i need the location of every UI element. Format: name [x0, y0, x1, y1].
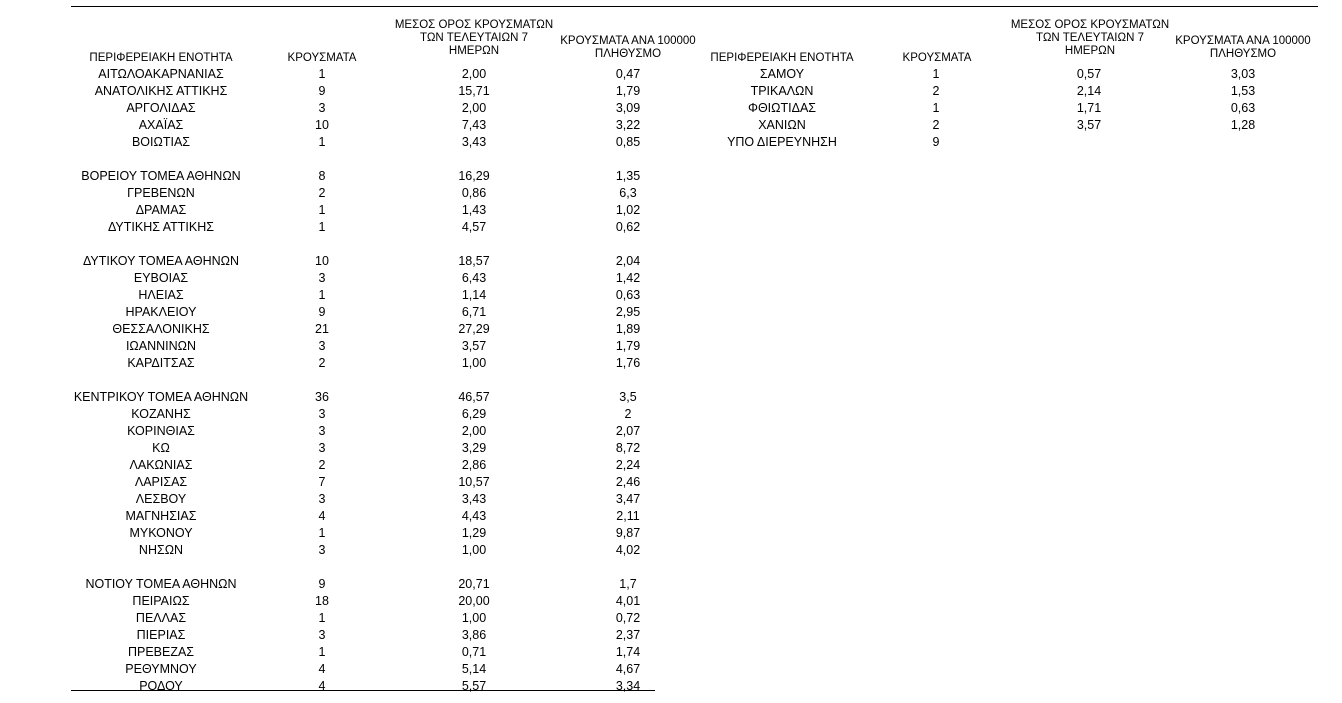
- region-name: ΣΑΜΟΥ: [759, 67, 805, 81]
- cases-value: 1: [318, 67, 326, 81]
- avg7-value: 1,00: [461, 611, 487, 625]
- avg7-value: 27,29: [458, 322, 490, 336]
- header-per100k: ΚΡΟΥΣΜΑΤΑ ΑΝΑ 100000 ΠΛΗΘΥΣΜΟ: [560, 35, 696, 60]
- region-name: ΓΡΕΒΕΝΩΝ: [127, 186, 195, 200]
- cases-value: 1: [932, 67, 940, 81]
- avg7-value: 2,00: [461, 424, 487, 438]
- cases-value: 3: [318, 271, 326, 285]
- cases-value: 1: [932, 101, 940, 115]
- per100k-value: 1,79: [615, 84, 641, 98]
- avg7-value: 2,86: [461, 458, 487, 472]
- avg7-value: 20,00: [458, 594, 490, 608]
- region-name: ΜΥΚΟΝΟΥ: [129, 526, 193, 540]
- per100k-value: 3,47: [615, 492, 641, 506]
- avg7-value: 4,43: [461, 509, 487, 523]
- per100k-value: 0,85: [615, 135, 641, 149]
- per100k-value: 1,53: [1230, 84, 1256, 98]
- region-name: ΔΡΑΜΑΣ: [135, 203, 187, 217]
- per100k-value: 4,01: [615, 594, 641, 608]
- cases-value: 7: [318, 475, 326, 489]
- avg7-value: 1,71: [1076, 101, 1102, 115]
- region-name: ΝΗΣΩΝ: [138, 543, 184, 557]
- header-cases: ΚΡΟΥΣΜΑΤΑ: [287, 52, 357, 64]
- region-name: ΛΑΚΩΝΙΑΣ: [129, 458, 193, 472]
- cases-value: 36: [315, 390, 329, 404]
- avg7-value: 1,00: [461, 543, 487, 557]
- per100k-value: 0,72: [615, 611, 641, 625]
- cases-value: 3: [318, 101, 326, 115]
- avg7-value: 3,57: [461, 339, 487, 353]
- per100k-value: 3,22: [615, 118, 641, 132]
- region-name: ΠΕΙΡΑΙΩΣ: [132, 594, 190, 608]
- avg7-value: 2,00: [461, 101, 487, 115]
- region-name: ΘΕΣΣΑΛΟΝΙΚΗΣ: [112, 322, 210, 336]
- cases-value: 21: [315, 322, 329, 336]
- per100k-value: 2,07: [615, 424, 641, 438]
- avg7-value: 2,00: [461, 67, 487, 81]
- cases-value: 9: [318, 305, 326, 319]
- avg7-value: 7,43: [461, 118, 487, 132]
- region-name: ΠΙΕΡΙΑΣ: [136, 628, 186, 642]
- region-name: ΚΟΡΙΝΘΙΑΣ: [127, 424, 195, 438]
- avg7-value: 6,29: [461, 407, 487, 421]
- cases-value: 3: [318, 492, 326, 506]
- cases-value: 3: [318, 543, 326, 557]
- per100k-value: 1,79: [615, 339, 641, 353]
- per100k-value: 0,47: [615, 67, 641, 81]
- region-name: ΒΟΡΕΙΟΥ ΤΟΜΕΑ ΑΘΗΝΩΝ: [81, 169, 241, 183]
- cases-value: 2: [318, 356, 326, 370]
- header-region-right: ΠΕΡΙΦΕΡΕΙΑΚΗ ΕΝΟΤΗΤΑ: [710, 52, 854, 64]
- cases-value: 3: [318, 441, 326, 455]
- region-name: ΚΩ: [152, 441, 170, 455]
- region-name: ΙΩΑΝΝΙΝΩΝ: [125, 339, 197, 353]
- per100k-value: 1,89: [615, 322, 641, 336]
- cases-value: 1: [318, 203, 326, 217]
- avg7-value: 0,71: [461, 645, 487, 659]
- avg7-value: 0,86: [461, 186, 487, 200]
- avg7-value: 15,71: [458, 84, 490, 98]
- top-rule: [71, 6, 1318, 7]
- avg7-value: 1,43: [461, 203, 487, 217]
- avg7-value: 20,71: [458, 577, 490, 591]
- per100k-value: 6,3: [619, 186, 637, 200]
- avg7-value: 1,14: [461, 288, 487, 302]
- region-name: ΗΡΑΚΛΕΙΟΥ: [125, 305, 197, 319]
- per100k-value: 0,62: [615, 220, 641, 234]
- region-name: ΑΧΑΪΑΣ: [138, 118, 184, 132]
- per100k-value: 2,11: [616, 509, 640, 523]
- per100k-value: 0,63: [1230, 101, 1256, 115]
- cases-value: 1: [318, 645, 326, 659]
- cases-value: 10: [315, 254, 329, 268]
- cases-value: 1: [318, 611, 326, 625]
- per100k-value: 1,7: [619, 577, 637, 591]
- per100k-value: 4,02: [615, 543, 641, 557]
- region-name: ΧΑΝΙΩΝ: [758, 118, 806, 132]
- per100k-value: 1,74: [615, 645, 641, 659]
- cases-value: 1: [318, 220, 326, 234]
- per100k-value: 3,34: [615, 679, 641, 693]
- avg7-value: 1,29: [461, 526, 487, 540]
- per100k-value: 4,67: [615, 662, 641, 676]
- per100k-value: 1,35: [615, 169, 641, 183]
- cases-value: 1: [318, 288, 326, 302]
- avg7-value: 3,43: [461, 492, 487, 506]
- avg7-value: 18,57: [458, 254, 490, 268]
- avg7-value: 46,57: [458, 390, 490, 404]
- header-region: ΠΕΡΙΦΕΡΕΙΑΚΗ ΕΝΟΤΗΤΑ: [89, 52, 233, 64]
- cases-value: 4: [318, 662, 326, 676]
- avg7-value: 16,29: [458, 169, 490, 183]
- region-name: ΒΟΙΩΤΙΑΣ: [131, 135, 191, 149]
- region-name: ΜΑΓΝΗΣΙΑΣ: [125, 509, 197, 523]
- avg7-value: 5,14: [461, 662, 487, 676]
- region-name: ΔΥΤΙΚΟΥ ΤΟΜΕΑ ΑΘΗΝΩΝ: [82, 254, 240, 268]
- region-name: ΤΡΙΚΑΛΩΝ: [750, 84, 814, 98]
- cases-value: 18: [315, 594, 329, 608]
- cases-value: 10: [315, 118, 329, 132]
- region-name: ΛΕΣΒΟΥ: [135, 492, 187, 506]
- avg7-value: 10,57: [458, 475, 490, 489]
- avg7-value: 3,43: [461, 135, 487, 149]
- cases-value: 3: [318, 628, 326, 642]
- cases-value: 9: [318, 84, 326, 98]
- per100k-value: 1,76: [615, 356, 641, 370]
- cases-value: 2: [932, 118, 940, 132]
- per100k-value: 1,02: [615, 203, 641, 217]
- region-name: ΥΠΟ ΔΙΕΡΕΥΝΗΣΗ: [727, 135, 837, 149]
- region-name: ΚΟΖΑΝΗΣ: [131, 407, 191, 421]
- header-cases-right: ΚΡΟΥΣΜΑΤΑ: [902, 52, 972, 64]
- region-name: ΡΕΘΥΜΝΟΥ: [125, 662, 197, 676]
- per100k-value: 3,5: [619, 390, 637, 404]
- cases-value: 8: [318, 169, 326, 183]
- cases-value: 4: [318, 679, 326, 693]
- per100k-value: 3,09: [615, 101, 641, 115]
- cases-value: 2: [318, 186, 326, 200]
- cases-value: 4: [318, 509, 326, 523]
- region-name: ΛΑΡΙΣΑΣ: [134, 475, 188, 489]
- cases-value: 3: [318, 424, 326, 438]
- cases-value: 3: [318, 339, 326, 353]
- header-per100k-right: ΚΡΟΥΣΜΑΤΑ ΑΝΑ 100000 ΠΛΗΘΥΣΜΟ: [1175, 35, 1311, 60]
- per100k-value: 8,72: [615, 441, 641, 455]
- avg7-value: 0,57: [1076, 67, 1102, 81]
- avg7-value: 3,29: [461, 441, 487, 455]
- per100k-value: 9,87: [615, 526, 641, 540]
- avg7-value: 1,00: [461, 356, 487, 370]
- region-name: ΠΡΕΒΕΖΑΣ: [127, 645, 195, 659]
- region-name: ΗΛΕΙΑΣ: [138, 288, 184, 302]
- per100k-value: 2,04: [615, 254, 641, 268]
- cases-value: 9: [318, 577, 326, 591]
- per100k-value: 3,03: [1230, 67, 1256, 81]
- cases-value: 9: [932, 135, 940, 149]
- avg7-value: 2,14: [1076, 84, 1102, 98]
- region-name: ΠΕΛΛΑΣ: [135, 611, 187, 625]
- per100k-value: 2: [624, 407, 632, 421]
- per100k-value: 2,24: [615, 458, 641, 472]
- avg7-value: 6,43: [461, 271, 487, 285]
- region-name: ΑΝΑΤΟΛΙΚΗΣ ΑΤΤΙΚΗΣ: [94, 84, 228, 98]
- avg7-value: 6,71: [461, 305, 487, 319]
- per100k-value: 2,37: [615, 628, 641, 642]
- avg7-value: 5,57: [461, 679, 487, 693]
- cases-value: 2: [932, 84, 940, 98]
- per100k-value: 2,46: [615, 475, 641, 489]
- cases-value: 3: [318, 407, 326, 421]
- region-name: ΕΥΒΟΙΑΣ: [133, 271, 189, 285]
- region-name: ΚΕΝΤΡΙΚΟΥ ΤΟΜΕΑ ΑΘΗΝΩΝ: [73, 390, 249, 404]
- region-name: ΚΑΡΔΙΤΣΑΣ: [127, 356, 195, 370]
- cases-value: 1: [318, 526, 326, 540]
- cases-value: 2: [318, 458, 326, 472]
- cases-value: 1: [318, 135, 326, 149]
- region-name: ΦΘΙΩΤΙΔΑΣ: [747, 101, 817, 115]
- per100k-value: 1,28: [1230, 118, 1256, 132]
- avg7-value: 4,57: [461, 220, 487, 234]
- per100k-value: 1,42: [615, 271, 641, 285]
- region-name: ΡΟΔΟΥ: [139, 679, 183, 693]
- avg7-value: 3,57: [1076, 118, 1102, 132]
- avg7-value: 3,86: [461, 628, 487, 642]
- region-name: ΔΥΤΙΚΗΣ ΑΤΤΙΚΗΣ: [108, 220, 214, 234]
- per100k-value: 0,63: [615, 288, 641, 302]
- region-name: ΝΟΤΙΟΥ ΤΟΜΕΑ ΑΘΗΝΩΝ: [85, 577, 237, 591]
- per100k-value: 2,95: [615, 305, 641, 319]
- header-avg7-right: ΜΕΣΟΣ ΟΡΟΣ ΚΡΟΥΣΜΑΤΩΝ ΤΩΝ ΤΕΛΕΥΤΑΙΩΝ 7 ΗΜΕΡΩΝ: [1010, 19, 1170, 57]
- header-avg7: ΜΕΣΟΣ ΟΡΟΣ ΚΡΟΥΣΜΑΤΩΝ ΤΩΝ ΤΕΛΕΥΤΑΙΩΝ 7 ΗΜΕΡΩΝ: [394, 19, 554, 57]
- region-name: ΑΡΓΟΛΙΔΑΣ: [126, 101, 196, 115]
- region-name: ΑΙΤΩΛΟΑΚΑΡΝΑΝΙΑΣ: [98, 67, 224, 81]
